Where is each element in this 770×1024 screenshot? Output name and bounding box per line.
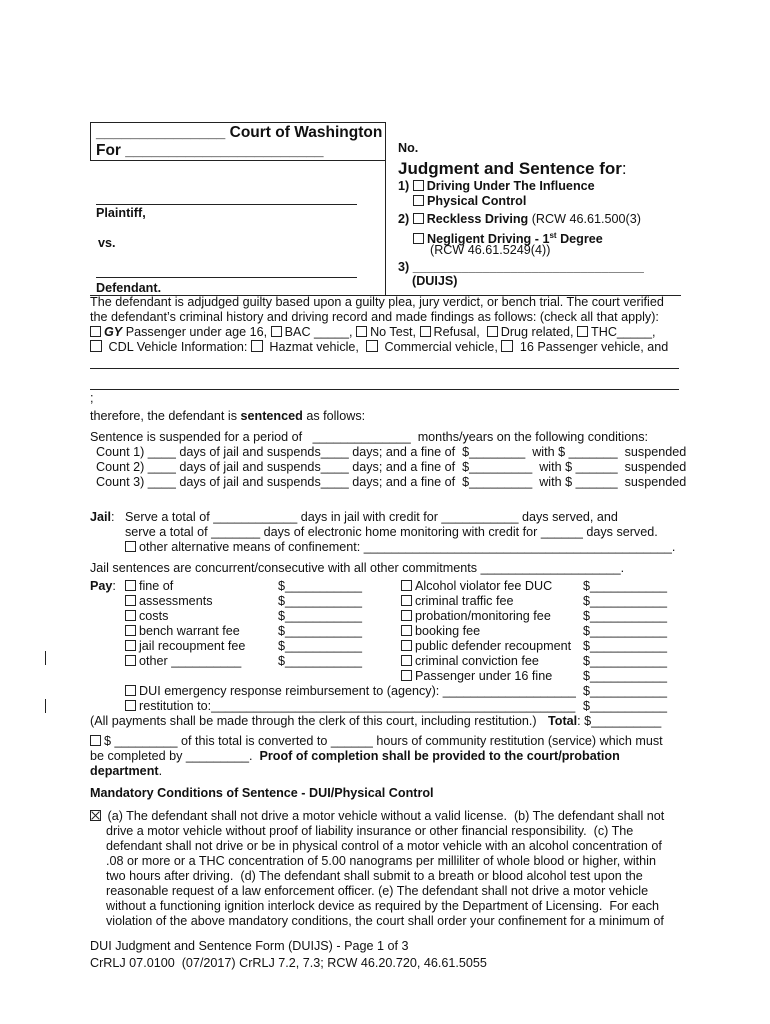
checkbox-negligent[interactable] [413,233,424,244]
pay-item-checkbox[interactable] [125,640,136,651]
jail-line-3: other alternative means of confinement: ____________________________________________. [125,540,675,555]
pay-fee-item: Alcohol violator fee DUC [401,579,552,594]
checkbox-passenger-under-16[interactable] [90,326,101,337]
mandatory-line: two hours after driving. (d) The defendant shall submit to a breath or blood alcohol test upon the [106,869,643,883]
pay-fee-amount[interactable]: $___________ [583,609,668,623]
for-line [96,143,324,158]
pay-fee-amount[interactable]: $___________ [583,624,668,638]
pay-fee-checkbox[interactable] [401,655,412,666]
pay-item: fine of [125,579,173,594]
pay-fee-amount[interactable]: $___________ [583,639,668,653]
footer-line-2: CrRLJ 07.0100 (07/2017) CrRLJ 7.2, 7.3; RCW 46.20.720, 46.61.5055 [90,956,487,970]
count-1: Count 1) ____ days of jail and suspends____ days; and a fine of $________ with $ _______ suspended [96,445,687,459]
pay-dui-emergency: DUI emergency response reimbursement to (agency): ___________________ [125,684,576,699]
header-box-bottom [90,160,386,161]
community-line-2: be completed by _________. Proof of completion shall be provided to the court/probation [90,749,620,763]
pay-item-amount[interactable]: $___________ [278,609,363,623]
pay-restitution-amount[interactable]: $___________ [583,699,668,713]
court-title: Court of Washington [229,124,383,141]
pay-fee-checkbox[interactable] [401,625,412,636]
pay-item-amount[interactable]: $___________ [278,594,363,608]
checkbox-mandatory-conditions[interactable] [90,810,101,821]
findings-semicolon: ; [90,391,94,405]
pay-item-checkbox[interactable] [125,610,136,621]
pay-fee-item: Passenger under 16 fine [401,669,552,684]
pay-item-amount[interactable]: $___________ [278,639,363,653]
pay-fee-amount[interactable]: $___________ [583,579,668,593]
pay-dui-emergency-amount[interactable]: $___________ [583,684,668,698]
checkbox-physical-control[interactable] [413,195,424,206]
community-line-1: $ _________ of this total is converted to ______ hours of community restitution (service) which must [90,734,663,749]
pay-item-amount[interactable]: $___________ [278,579,363,593]
pay-total[interactable]: Total: $__________ [548,714,662,728]
pay-item-amount[interactable]: $___________ [278,654,363,668]
pay-item-amount[interactable]: $___________ [278,624,363,638]
pay-fee-item: criminal conviction fee [401,654,539,669]
checkbox-no-test[interactable] [356,326,367,337]
sentence-intro: therefore, the defendant is sentenced as follows: [90,409,366,423]
findings-line-1: The defendant is adjudged guilty based upon a guilty plea, jury verdict, or bench trial. The court verified [90,295,664,309]
footer-line-1: DUI Judgment and Sentence Form (DUIJS) - Page 1 of 3 [90,939,409,953]
pay-item: costs [125,609,168,624]
checkbox-16-passenger[interactable] [501,340,513,352]
jail-line-1: Serve a total of ____________ days in jail with credit for ___________ days served, and [125,510,618,524]
form-code: (DUIJS) [412,274,458,288]
findings-line-4: CDL Vehicle Information: Hazmat vehicle, Commercial vehicle, 16 Passenger vehicle, and [90,340,668,355]
checkbox-refusal[interactable] [420,326,431,337]
checkbox-dui-emergency[interactable] [125,685,136,696]
for-blank[interactable]: _______________________ [125,142,324,159]
for-label: For [96,142,121,159]
pay-fee-checkbox[interactable] [401,595,412,606]
pay-fee-checkbox[interactable] [401,580,412,591]
pay-item: jail recoupment fee [125,639,245,654]
checkbox-reckless[interactable] [413,213,424,224]
findings-blank-line-2[interactable] [90,389,679,390]
checkbox-cdl[interactable] [90,340,102,352]
checkbox-hazmat[interactable] [251,340,263,352]
community-line-3: department. [90,764,163,778]
checkbox-community-restitution[interactable] [90,735,101,746]
pay-fee-item: probation/monitoring fee [401,609,551,624]
pay-fee-item: public defender recoupment [401,639,571,654]
header-box-top [90,122,386,123]
plaintiff-label: Plaintiff, [96,206,146,220]
pay-restitution: restitution to:____________________________________________________ [125,699,575,714]
checkbox-drug-related[interactable] [487,326,498,337]
findings-line-3: GY Passenger under age 16, BAC _____, No Test, Refusal, Drug related, THC_____, [90,325,655,340]
checkbox-restitution[interactable] [125,700,136,711]
mandatory-line-1: (a) The defendant shall not drive a motor vehicle without a valid license. (b) The defendant shall not [90,809,664,824]
charge-other: 3) _________________________________ [398,260,644,274]
checkbox-thc[interactable] [577,326,588,337]
jail-label: Jail: [90,510,115,524]
margin-mark [45,651,46,665]
pay-fee-checkbox[interactable] [401,670,412,681]
count-3: Count 3) ____ days of jail and suspends____ days; and a fine of $_________ with $ ______ suspended [96,475,687,489]
suspended-period: Sentence is suspended for a period of ______________ months/years on the following conditions: [90,430,649,444]
pay-fee-item: criminal traffic fee [401,594,513,609]
pay-item: other __________ [125,654,241,669]
pay-item: bench warrant fee [125,624,240,639]
jail-line-2: serve a total of _______ days of electronic home monitoring with credit for ______ days served. [125,525,658,539]
charge-dui: 1) Driving Under The Influence [398,179,595,193]
checkbox-bac[interactable] [271,326,282,337]
mandatory-line: defendant shall not drive or be in physical control of a motor vehicle with an alcohol concentration of [106,839,662,853]
charge-negligent: Negligent Driving - 1st Degree [413,228,603,247]
pay-item: assessments [125,594,213,609]
charge-physical-control: Physical Control [413,194,526,209]
mandatory-line: drive a motor vehicle without proof of liability insurance or other financial responsibility. (c) The [106,824,634,838]
checkbox-alt-confinement[interactable] [125,541,136,552]
pay-fee-amount[interactable]: $___________ [583,654,668,668]
pay-item-checkbox[interactable] [125,595,136,606]
pay-item-checkbox[interactable] [125,625,136,636]
pay-fee-checkbox[interactable] [401,610,412,621]
case-number-label: No. [398,141,419,155]
negligent-cite: (RCW 46.61.5249(4)) [430,243,551,257]
margin-mark [45,699,46,713]
defendant-label: Defendant. [96,281,162,295]
pay-fee-amount[interactable]: $___________ [583,594,668,608]
pay-fee-item: booking fee [401,624,480,639]
vs-label: vs. [98,236,116,250]
pay-item-checkbox[interactable] [125,655,136,666]
findings-blank-line-1[interactable] [90,368,679,369]
jail-concurrent: Jail sentences are concurrent/consecutive with all other commitments ____________________. [90,561,625,575]
pay-fee-checkbox[interactable] [401,640,412,651]
defendant-line[interactable] [96,277,357,278]
pay-label: Pay: [90,579,116,593]
mandatory-title: Mandatory Conditions of Sentence - DUI/Physical Control [90,786,434,800]
mandatory-line: violation of the above mandatory conditions, the court shall order your confinement for a minimum of [106,914,664,928]
pay-fee-amount[interactable]: $___________ [583,669,668,683]
plaintiff-line[interactable] [96,204,357,205]
mandatory-line: without a functioning ignition interlock device as required by the Department of Licensing. For each [106,899,660,913]
caption-divider [385,122,386,296]
pay-all-payments: (All payments shall be made through the clerk of this court, including restitution.) [90,714,537,728]
count-2: Count 2) ____ days of jail and suspends____ days; and a fine of $_________ with $ ______ suspended [96,460,687,474]
charge-other-blank[interactable]: _________________________________ [412,260,644,274]
findings-line-2: the defendant’s criminal history and driving record and made findings as follows: (check all that apply): [90,310,659,324]
charge-reckless: 2) Reckless Driving (RCW 46.61.500(3) [398,212,641,226]
pay-item-checkbox[interactable] [125,580,136,591]
mandatory-line: reasonable request of a law enforcement officer. (e) The defendant shall not drive a motor vehicle [106,884,649,898]
court-blank[interactable]: _______________ [96,124,226,141]
header-box-left [90,122,91,160]
mandatory-line: .08 or more or a THC concentration of 5.00 nanograms per milliliter of whole blood or higher, within [106,854,656,868]
court-title-line [96,125,382,140]
judgment-title: Judgment and Sentence for: [398,159,627,178]
checkbox-dui[interactable] [413,180,424,191]
checkbox-commercial[interactable] [366,340,378,352]
